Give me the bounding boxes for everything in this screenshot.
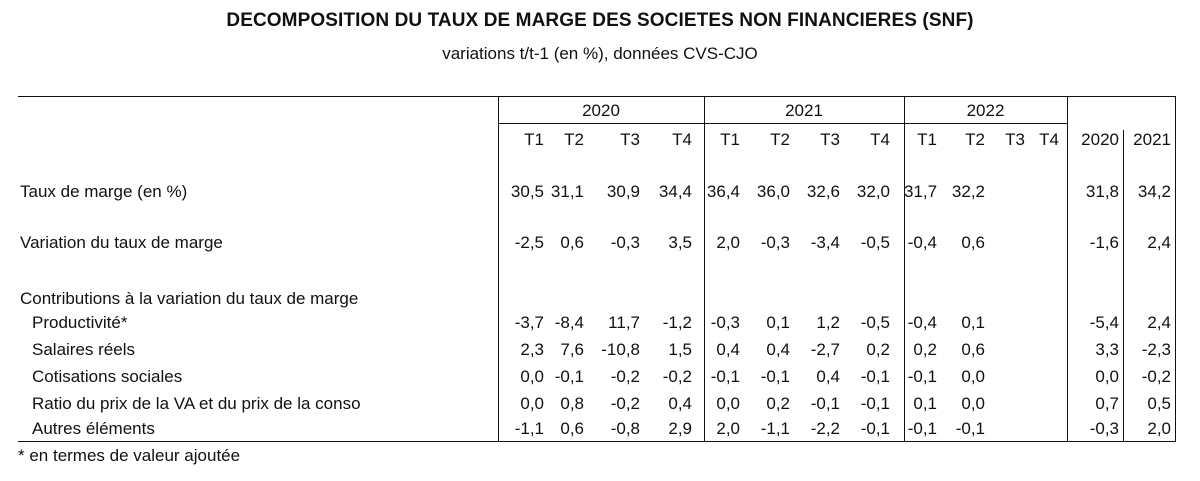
table-cell: 7,6 xyxy=(560,340,584,359)
table-cell: 34,4 xyxy=(658,182,692,201)
table-cell: -0,5 xyxy=(860,313,890,332)
annual-cell: -0,2 xyxy=(1141,367,1171,386)
row-label: Taux de marge (en %) xyxy=(20,182,188,201)
table-cell: 0,4 xyxy=(716,340,740,359)
table-cell: -0,1 xyxy=(860,419,890,438)
footnote: * en termes de valeur ajoutée xyxy=(18,446,241,465)
table-cell: -0,1 xyxy=(860,367,890,386)
annual-cell: 31,8 xyxy=(1085,182,1119,201)
quarter-header: T2 xyxy=(770,130,790,149)
row-label: Productivité* xyxy=(32,313,128,332)
annual-cell: -1,6 xyxy=(1089,233,1119,252)
row-label: Variation du taux de marge xyxy=(20,233,223,252)
table-cell: -0,4 xyxy=(907,233,937,252)
table-cell: 0,2 xyxy=(913,340,937,359)
table-cell: 11,7 xyxy=(608,313,640,332)
year-header: 2020 xyxy=(582,101,620,120)
table-cell: -1,1 xyxy=(760,419,790,438)
table-cell: -0,3 xyxy=(610,233,640,252)
annual-cell: 0,7 xyxy=(1095,394,1119,413)
margin-table xyxy=(18,96,1176,442)
table-cell: 0,0 xyxy=(520,367,544,386)
table-cell: -1,2 xyxy=(662,313,692,332)
table-cell: -0,8 xyxy=(610,419,640,438)
table-cell: 0,0 xyxy=(961,394,985,413)
year-header: 2022 xyxy=(966,101,1005,120)
quarter-header: T1 xyxy=(524,130,544,149)
table-cell: 0,1 xyxy=(766,313,790,332)
table-cell: 36,0 xyxy=(756,182,790,201)
annual-cell: 2,4 xyxy=(1147,233,1171,252)
table-cell: -8,4 xyxy=(554,313,584,332)
table-cell: 36,4 xyxy=(706,182,740,201)
table-cell: 1,2 xyxy=(816,313,840,332)
table-cell: -0,1 xyxy=(955,419,985,438)
contributions-header: Contributions à la variation du taux de marge xyxy=(20,289,359,308)
table-cell: -3,7 xyxy=(514,313,544,332)
table-cell: 3,5 xyxy=(668,233,692,252)
table-cell: -0,1 xyxy=(710,367,740,386)
table-cell: 0,0 xyxy=(961,367,985,386)
table-cell: 0,6 xyxy=(961,340,985,359)
table-cell: 0,6 xyxy=(560,233,584,252)
table-cell: 2,0 xyxy=(716,419,740,438)
table-cell: -0,2 xyxy=(662,367,692,386)
annual-cell: 2,0 xyxy=(1147,419,1171,438)
table-cell: -2,2 xyxy=(810,419,840,438)
right-border xyxy=(1175,96,1176,442)
annual-cell: 0,5 xyxy=(1147,394,1171,413)
table-cell: -3,4 xyxy=(810,233,840,252)
annual-header: 2021 xyxy=(1133,130,1171,149)
table-cell: -0,1 xyxy=(860,394,890,413)
table-cell: 0,8 xyxy=(560,394,584,413)
row-label: Salaires réels xyxy=(32,340,135,359)
table-cell: -0,1 xyxy=(554,367,584,386)
quarter-header: T3 xyxy=(1005,130,1025,149)
table-cell: 32,6 xyxy=(806,182,840,201)
annual-cell: 0,0 xyxy=(1095,367,1119,386)
annual-cell: -2,3 xyxy=(1141,340,1171,359)
table-cell: -0,3 xyxy=(760,233,790,252)
table-cell: -0,3 xyxy=(710,313,740,332)
table-cell: -0,5 xyxy=(860,233,890,252)
table-cell: -2,5 xyxy=(514,233,544,252)
quarter-header: T2 xyxy=(564,130,584,149)
table-cell: -0,2 xyxy=(610,367,640,386)
table-cell: -2,7 xyxy=(810,340,840,359)
quarter-header: T3 xyxy=(820,130,840,149)
quarter-header: T4 xyxy=(672,130,692,149)
table-cell: 0,0 xyxy=(716,394,740,413)
row-label: Ratio du prix de la VA et du prix de la conso xyxy=(32,394,361,413)
table-cell: 0,6 xyxy=(560,419,584,438)
table-cell: 0,2 xyxy=(866,340,890,359)
quarter-header: T1 xyxy=(917,130,937,149)
table-cell: 2,0 xyxy=(716,233,740,252)
annual-cell: 2,4 xyxy=(1147,313,1171,332)
table-cell: -0,2 xyxy=(610,394,640,413)
annual-cell: -0,3 xyxy=(1089,419,1119,438)
table-cell: 0,0 xyxy=(520,394,544,413)
table-cell: 2,9 xyxy=(668,419,692,438)
table-cell: 0,4 xyxy=(816,367,840,386)
table-cell: 0,1 xyxy=(913,394,937,413)
year-header: 2021 xyxy=(785,101,823,120)
table-cell: 0,2 xyxy=(766,394,790,413)
table-cell: -10,8 xyxy=(601,340,640,359)
row-label: Cotisations sociales xyxy=(32,367,183,386)
bottom-rule xyxy=(18,441,1176,442)
table-title: DECOMPOSITION DU TAUX DE MARGE DES SOCIETES NON FINANCIERES (SNF) xyxy=(226,10,974,31)
table-cell: 30,5 xyxy=(510,182,544,201)
table-cell: 31,7 xyxy=(904,182,938,201)
table-cell: -0,1 xyxy=(760,367,790,386)
table-cell: -0,1 xyxy=(907,367,937,386)
quarter-header: T4 xyxy=(870,130,890,149)
quarter-header: T1 xyxy=(720,130,740,149)
year-rule xyxy=(498,123,1067,124)
table-cell: 31,1 xyxy=(550,182,584,201)
annual-cell: 3,3 xyxy=(1095,340,1119,359)
table-cell: 32,0 xyxy=(856,182,890,201)
table-cell: -0,1 xyxy=(907,419,937,438)
top-rule xyxy=(18,96,1176,97)
annual-cell: 34,2 xyxy=(1137,182,1171,201)
quarter-header: T2 xyxy=(965,130,985,149)
table-subtitle: variations t/t-1 (en %), données CVS-CJO xyxy=(442,44,758,63)
quarter-header: T4 xyxy=(1039,130,1059,149)
table-cell: 2,3 xyxy=(520,340,544,359)
annual-header: 2020 xyxy=(1081,130,1119,149)
table-cell: -1,1 xyxy=(514,419,544,438)
table-cell: 0,1 xyxy=(961,313,985,332)
table-cell: 30,9 xyxy=(606,182,640,201)
table-cell: -0,1 xyxy=(810,394,840,413)
table-cell: 0,4 xyxy=(668,394,692,413)
row-label: Autres éléments xyxy=(32,419,155,438)
annual-cell: -5,4 xyxy=(1089,313,1119,332)
quarter-header: T3 xyxy=(620,130,640,149)
table-cell: 0,4 xyxy=(766,340,790,359)
table-cell: 32,2 xyxy=(951,182,985,201)
table-cell: 1,5 xyxy=(668,340,692,359)
table-cell: 0,6 xyxy=(961,233,985,252)
table-cell: -0,4 xyxy=(907,313,937,332)
